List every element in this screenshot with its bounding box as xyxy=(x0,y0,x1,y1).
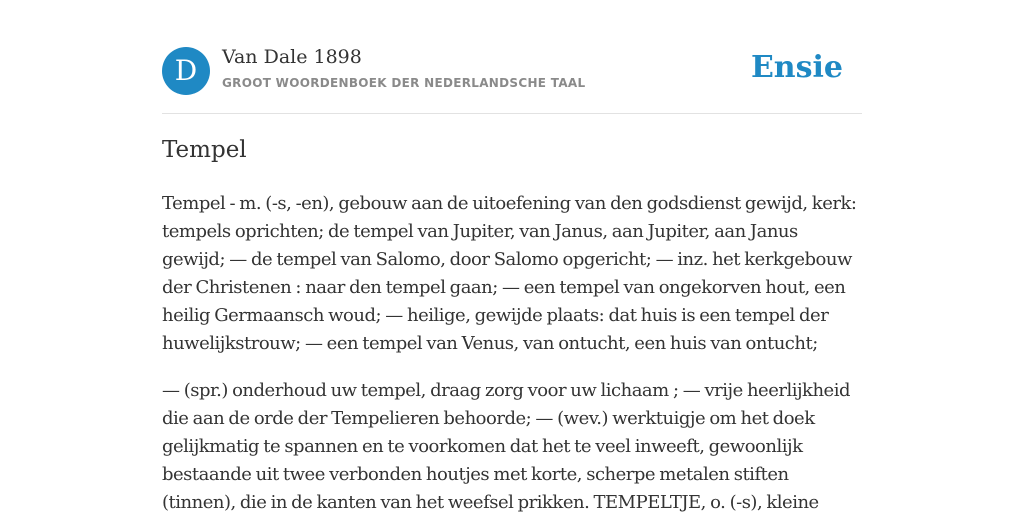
source-logo-icon[interactable]: D xyxy=(162,47,210,95)
header-divider xyxy=(162,113,862,114)
source-subtitle: GROOT WOORDENBOEK DER NEDERLANDSCHE TAAL xyxy=(222,76,586,90)
definition-paragraph-1: Tempel - m. (-s, -en), gebouw aan de uitoefening van den godsdienst gewijd, kerk: tempels oprichten; de tempel van Jupiter, van Janus, aan Jupiter, aan Janus gewijd; — de tempel van Salomo, door Salomo opgericht; — inz. het kerkgebouw der Christenen : naar den tempel gaan; — een tempel van ongekorven hout, een heilig Germaansch woud; — heilige, gewijde plaats: dat huis is een tempel der huwelijkstrouw; — een tempel van Venus, van ontucht, een huis van ontucht; xyxy=(162,193,857,354)
source-title[interactable]: Van Dale 1898 xyxy=(222,46,362,68)
entry-definition xyxy=(162,190,862,512)
dictionary-header xyxy=(162,46,862,98)
definition-paragraph-2: — (spr.) onderhoud uw tempel, draag zorg voor uw lichaam ; — vrije heerlijkheid die aan de orde der Tempelieren behoorde; — (wev.) werktuigje om het doek gelijkmatig te spannen en te voorkomen dat het te veel inweeft, gewoonlijk bestaande uit twee verbonden houtjes met korte, scherpe metalen stiften (tinnen), die in de kanten van het weefsel prikken. TEMPELTJE, o. (-s), kleine xyxy=(162,380,850,512)
entry-headword: Tempel xyxy=(162,137,247,163)
brand-logo[interactable]: Ensie xyxy=(750,50,843,85)
